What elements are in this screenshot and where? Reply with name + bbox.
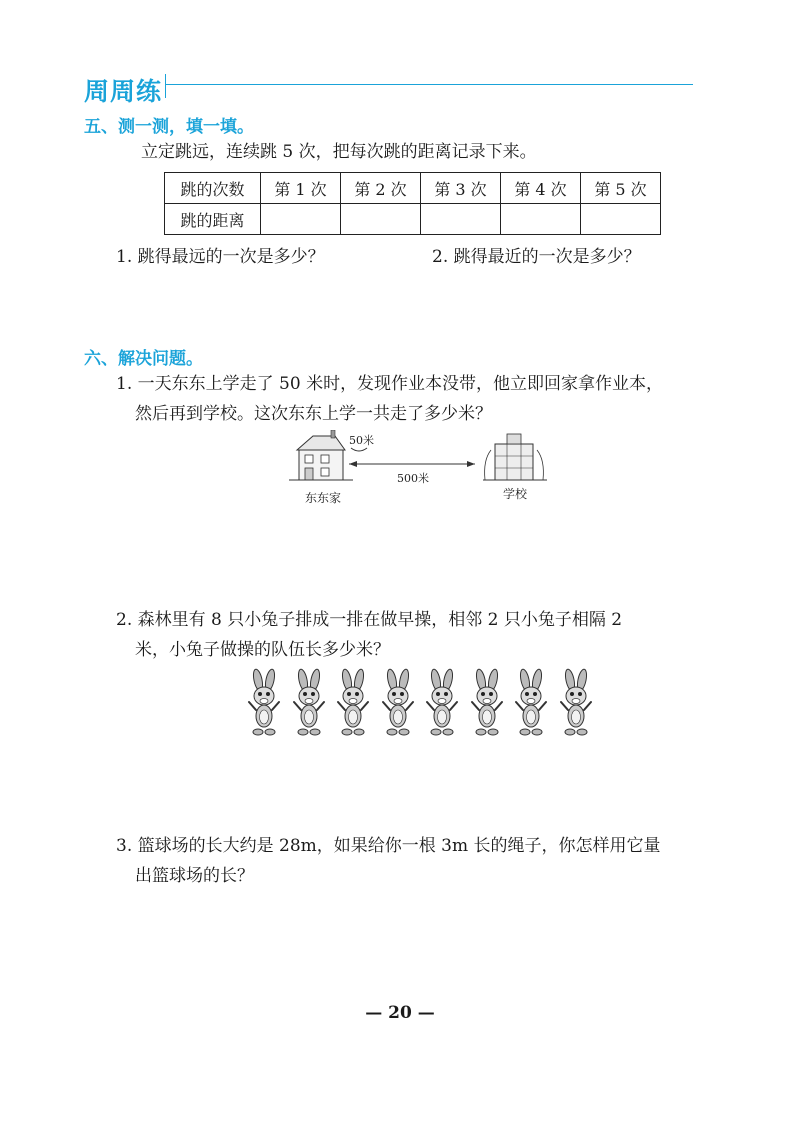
header-divider-tick [165,74,166,98]
rabbit-icon [512,668,550,740]
section-5-intro: 立定跳远，连续跳 5 次，把每次跳的距离记录下来。 [141,142,537,162]
rabbit-icon [557,668,595,740]
problem-1-line-1: 1. 一天东东上学走了 50 米时，发现作业本没带，他立即回家拿作业本， [116,374,664,394]
table-row [165,204,661,235]
label-500m: 500米 [397,472,429,485]
section-5-title: 五、测一测，填一填。 [84,117,254,137]
house-icon [289,430,353,480]
table-cell: 第 4 次 [501,173,581,204]
page-number: — 20 — [365,1003,435,1023]
table-cell: 第 3 次 [421,173,501,204]
problem-2-line-2: 米，小兔子做操的队伍长多少米？ [135,640,390,660]
table-cell-empty[interactable] [421,204,501,235]
rabbit-row [245,668,595,742]
table-cell: 第 5 次 [581,173,661,204]
problem-3-line-2: 出篮球场的长？ [135,866,254,886]
table-row [165,173,661,204]
table-cell-empty[interactable] [501,204,581,235]
label-50m: 50米 [349,434,374,447]
rabbit-icon [334,668,372,740]
section-6-title: 六、解决问题。 [84,349,203,369]
problem-2-line-1: 2. 森林里有 8 只小兔子排成一排在做早操，相邻 2 只小兔子相隔 2 [116,610,623,630]
rabbit-icon [290,668,328,740]
table-cell: 跳的次数 [165,173,261,204]
table-cell-empty[interactable] [341,204,421,235]
table-cell: 第 1 次 [261,173,341,204]
table-cell: 跳的距离 [165,204,261,235]
rabbit-icon [423,668,461,740]
page-header-title: 周周练 [84,77,163,106]
distance-diagram [285,430,565,510]
question-nearest: 2. 跳得最近的一次是多少？ [432,247,641,267]
header-rule [165,84,693,85]
table-cell-empty[interactable] [581,204,661,235]
table-cell: 第 2 次 [341,173,421,204]
problem-3-line-1: 3. 篮球场的长大约是 28m，如果给你一根 3m 长的绳子，你怎样用它量 [116,836,661,856]
rabbit-icon [245,668,283,740]
label-school: 学校 [503,487,528,501]
school-icon [483,434,547,480]
rabbit-icon [379,668,417,740]
rabbit-icon [468,668,506,740]
jump-record-table [164,172,661,235]
table-cell-empty[interactable] [261,204,341,235]
question-farthest: 1. 跳得最远的一次是多少？ [116,247,325,267]
problem-1-line-2: 然后再到学校。这次东东上学一共走了多少米？ [135,404,492,424]
label-home: 东东家 [305,491,342,505]
